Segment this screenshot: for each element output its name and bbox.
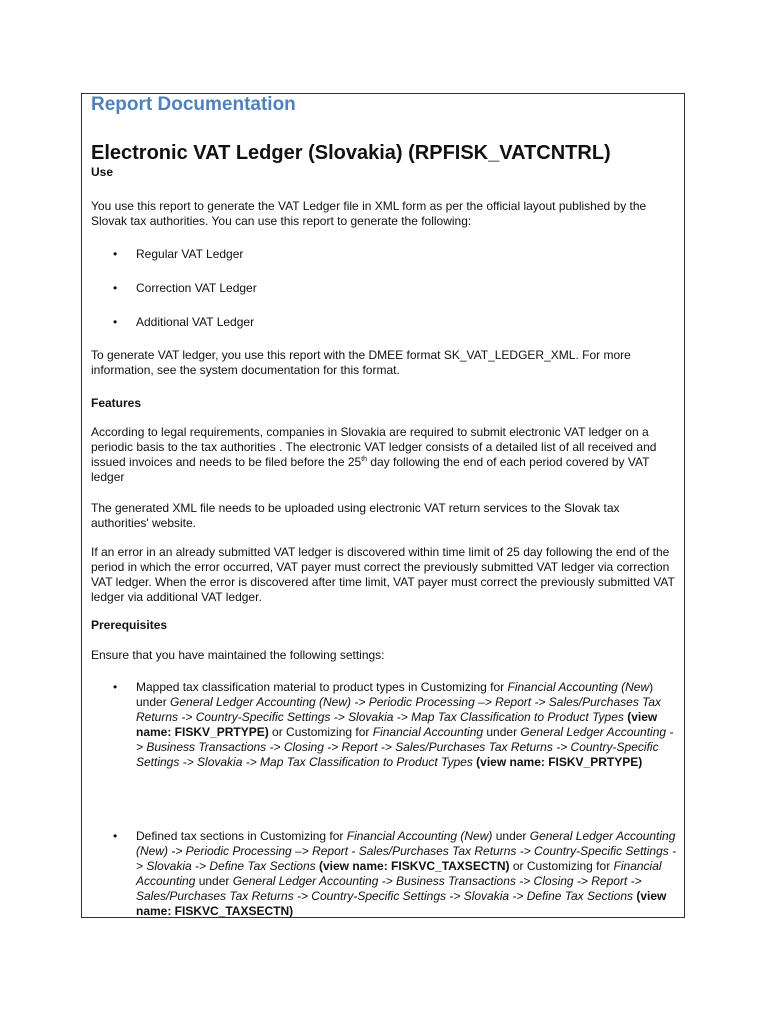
document-title: Electronic VAT Ledger (Slovakia) (RPFISK_VATCNTRL) (91, 142, 611, 164)
menu-path: Financial Accounting (372, 725, 484, 739)
text-run: under (483, 725, 521, 739)
bullet-icon: • (113, 281, 118, 295)
prerequisite-item-text (136, 680, 679, 770)
menu-path: General Ledger Accounting -> Business Transactions -> Closing -> Report -> Sales/Purchases Tax Returns -> Country-Specific Settings -> Slovakia -> Define Tax Sections (136, 874, 642, 903)
menu-path: General Ledger Accounting (New) -> Periodic Processing –> Report - Sales/Purchases Tax Returns -> Country-Specific Settings -> Slovakia -> Define Tax Sections (136, 829, 677, 873)
bullet-icon: • (113, 829, 118, 843)
features-p1-text-a: According to legal requirements, companies in Slovakia are required to submit electronic VAT ledger on a periodic basis to the tax authorities . The electronic VAT ledger consists of a detailed list of all received and issued invoices and needs to be filed before the 25 (91, 425, 657, 469)
features-paragraph-2: The generated XML file needs to be uploaded using electronic VAT return services to the Slovak tax authorities' website. (91, 501, 620, 530)
features-p1-text-b: day following the end of each period covered by VAT ledger (91, 455, 650, 484)
text-run: Mapped tax classification material to product types in Customizing for (136, 680, 508, 694)
features-paragraph-3: If an error in an already submitted VAT ledger is discovered within time limit of 25 day following the end of the period in which the error occurred, VAT payer must correct the previously submitted VAT ledger via correction VAT ledger. When the error is discovered after time limit, VAT payer must correct the previously submitted VAT ledger via additional VAT ledger. (91, 545, 675, 604)
prerequisites-intro: Ensure that you have maintained the following settings: (91, 648, 385, 662)
menu-path: Financial Accounting (136, 859, 662, 888)
view-name: (view name: FISKVC_TAXSECTN) (136, 889, 667, 918)
prerequisite-item-text (136, 829, 679, 918)
menu-path: General Ledger Accounting -> Business Transactions -> Closing -> Report -> Sales/Purchases Tax Returns -> Country-Specific Settings -> Slovakia -> Map Tax Classification to Product Types (136, 725, 674, 769)
features-paragraph-1 (91, 425, 679, 485)
report-heading: Report Documentation (91, 94, 296, 115)
text-run: under (195, 874, 233, 888)
menu-path: Financial Accounting (New (507, 680, 650, 694)
use-list-item-label: Regular VAT Ledger (136, 247, 244, 261)
bullet-icon: • (113, 315, 118, 329)
text-run: or Customizing for (509, 859, 614, 873)
view-name: (view name: FISKVC_TAXSECTN) (319, 859, 510, 873)
view-name: (view name: FISKV_PRTYPE) (136, 710, 658, 739)
use-list-item-label: Correction VAT Ledger (136, 281, 257, 295)
generate-paragraph: To generate VAT ledger, you use this report with the DMEE format SK_VAT_LEDGER_XML. For more information, see the system documentation for this format. (91, 348, 631, 377)
bullet-icon: • (113, 247, 118, 261)
use-heading: Use (91, 165, 114, 179)
view-name: (view name: FISKV_PRTYPE) (476, 755, 643, 769)
menu-path: Financial Accounting (New) (346, 829, 493, 843)
text-run: or Customizing for (268, 725, 373, 739)
ordinal-suffix: th (361, 456, 368, 463)
use-list-item-label: Additional VAT Ledger (136, 315, 255, 329)
text-run: under (492, 829, 530, 843)
text-run: ) under (136, 680, 654, 709)
text-run: Defined tax sections in Customizing for (136, 829, 347, 843)
bullet-icon: • (113, 680, 118, 694)
menu-path: General Ledger Accounting (New) -> Periodic Processing –> Report -> Sales/Purchases Tax Returns -> Country-Specific Settings -> Slovakia -> Map Tax Classification to Product Types (136, 695, 662, 724)
features-heading: Features (91, 396, 142, 410)
document-page (81, 93, 685, 918)
prerequisites-heading: Prerequisites (91, 618, 168, 632)
use-intro-paragraph: You use this report to generate the VAT Ledger file in XML form as per the official layout published by the Slovak tax authorities. You can use this report to generate the following: (91, 199, 647, 228)
